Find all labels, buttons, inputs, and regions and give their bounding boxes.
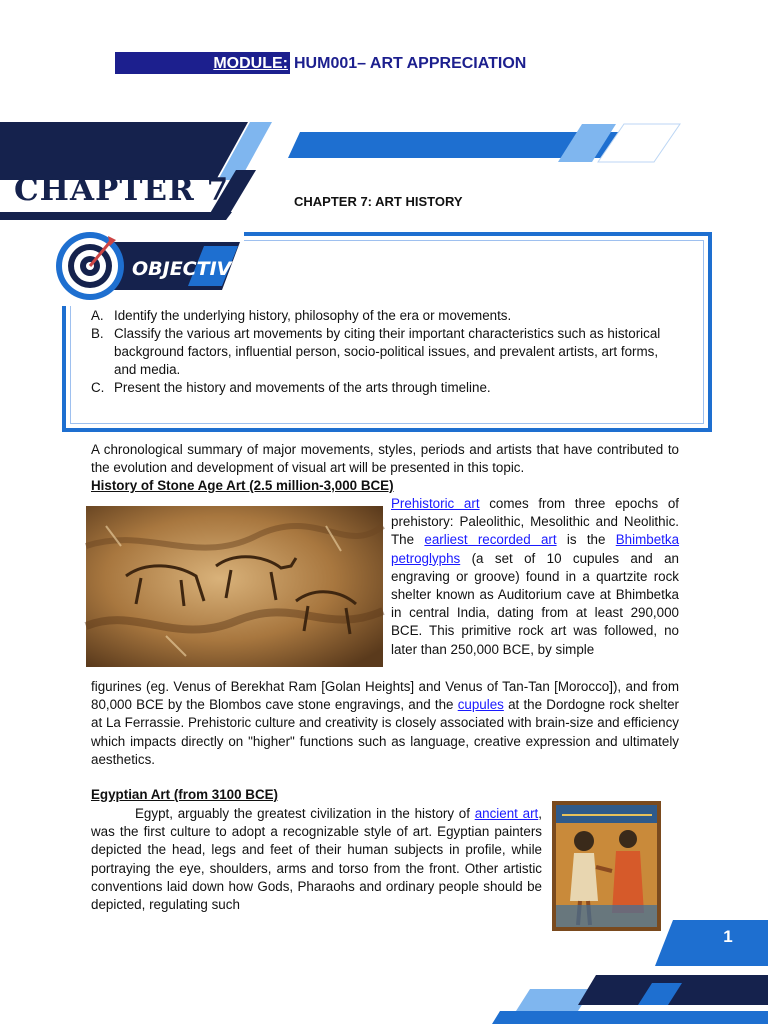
- chapter-subtitle: CHAPTER 7: ART HISTORY: [294, 194, 463, 209]
- module-label: MODULE:: [213, 55, 288, 72]
- objectives-list: [91, 307, 681, 397]
- link-cupules[interactable]: cupules: [457, 697, 504, 713]
- objectives-badge: [54, 228, 259, 306]
- stone-age-heading: History of Stone Age Art (2.5 million-3,000 BCE): [91, 478, 394, 493]
- objective-item: B. Classify the various art movements by citing their important characteristics such as historical background factors, influential person, socio-political issues, and prevalent artists, art forms, and media.: [91, 326, 661, 377]
- chapter-title: CHAPTER 7: [14, 172, 230, 208]
- module-title: HUM001– ART APPRECIATION: [294, 55, 527, 72]
- egyptian-art-image: [552, 801, 661, 931]
- link-ancient-art[interactable]: ancient art: [474, 806, 539, 821]
- objective-item: C. Present the history and movements of the arts through timeline.: [91, 380, 491, 395]
- target-icon: [56, 232, 124, 300]
- footer-decoration: [452, 975, 768, 1024]
- egyptian-art-heading: Egyptian Art (from 3100 BCE): [91, 787, 279, 802]
- stone-age-paragraph-right: Prehistoric art comes from three epochs of prehistory: Paleolithic, Mesolithic and Neolithic. The earliest recorded art is the Bhimbetka petroglyphs (a set of 10 cupules and an engraving or groove) found in a quartzite rock shelter known as Auditorium cave at Bhimbetka in central India, dating from at least 290,000 BCE. This primitive rock art was followed, no later than 250,000 BCE, by simple: [391, 496, 680, 657]
- link-prehistoric-art[interactable]: Prehistoric art: [391, 496, 480, 511]
- egyptian-art-paragraph: Egypt, arguably the greatest civilization in the history of ancient art, was the first culture to adopt a recognizable style of art. Egyptian painters depicted the head, legs and feet of their human subjects in profile, while portraying the eye, shoulders, arms and torso from the front. Other artistic conventions laid down how Gods, Pharaohs and ordinary people should be depicted, regulating such: [91, 806, 542, 913]
- page-number: 1: [723, 927, 733, 946]
- objectives-badge-label: OBJECTIVES: [132, 258, 259, 280]
- cave-art-image: [86, 506, 383, 667]
- link-earliest-recorded-art[interactable]: earliest recorded art: [424, 532, 557, 548]
- objective-item: A. Identify the underlying history, philosophy of the era or movements.: [91, 308, 512, 323]
- link-bhimbetka-petroglyphs[interactable]: Bhimbetka petroglyphs: [391, 532, 680, 566]
- intro-paragraph: A chronological summary of major movements, styles, periods and artists that have contributed to the evolution and development of visual art will be presented in this topic.: [91, 442, 679, 476]
- stone-age-paragraph-continued: figurines (eg. Venus of Berekhat Ram [Golan Heights] and Venus of Tan-Tan [Morocco]), and from 80,000 BCE by the Blombos cave stone engravings, and the cupules at the Dordogne rock shelter at La Ferrassie. Prehistoric culture and creativity is closely associated with brain-size and efficiency which impacts directly on "higher" functions such as language, creative expression and ultimately aesthetics.: [91, 679, 680, 767]
- page-number-shape: [655, 920, 768, 966]
